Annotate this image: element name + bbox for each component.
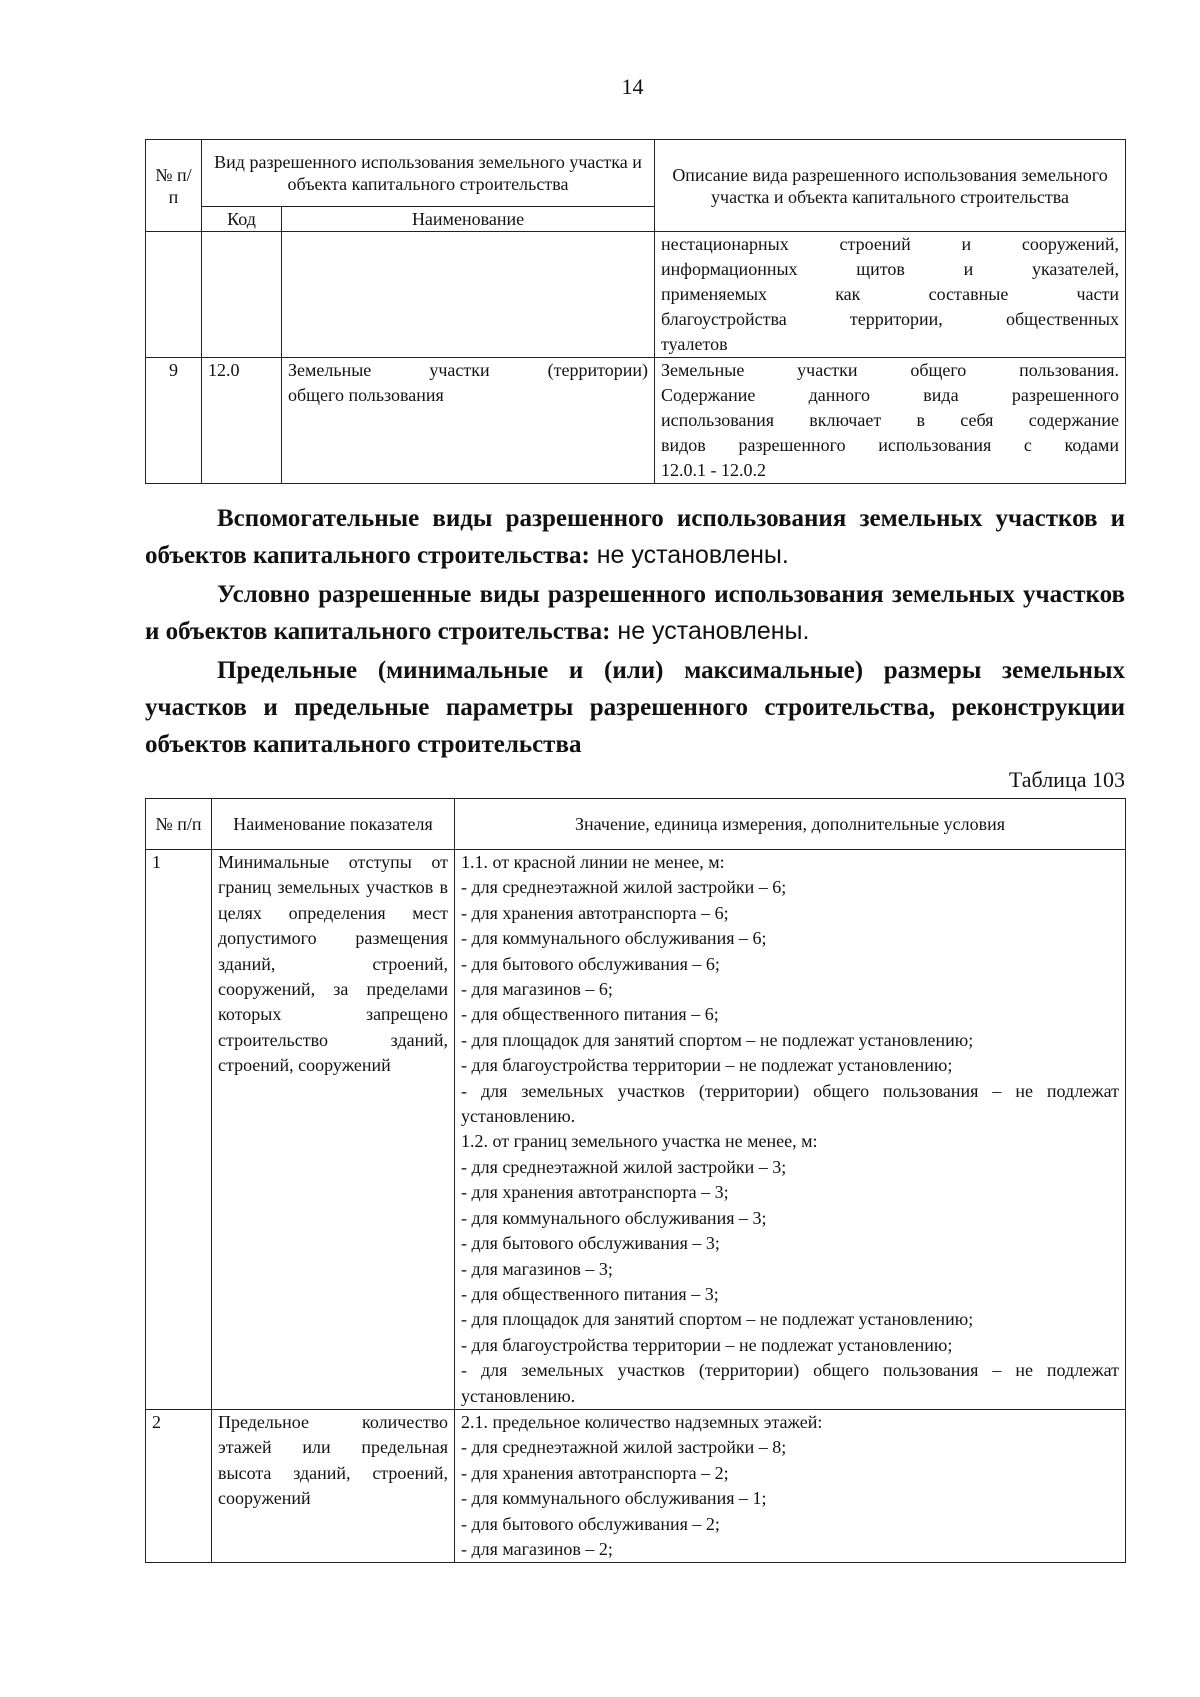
header-description: Описание вида разрешенного использования земельного участка и объекта капитального строительства [655, 140, 1126, 232]
row-value [455, 850, 1126, 1410]
value-line: 1.2. от границ земельного участка не менее, м: [461, 1131, 818, 1152]
value-line: - для бытового обслуживания – 3; [461, 1233, 720, 1254]
paragraph-auxiliary-uses [145, 500, 1125, 574]
land-use-types-table [145, 139, 1126, 484]
desc-line: видов разрешенного использования с кодами [661, 435, 1120, 455]
paragraph-conditional-uses [145, 576, 1125, 650]
header-indicator-name: Наименование показателя [212, 799, 455, 850]
value-line: - для площадок для занятий спортом – не подлежат установлению; [461, 1029, 974, 1050]
desc-line: информационных щитов и указателей, [661, 259, 1120, 279]
value-line: - для общественного питания – 6; [461, 1004, 719, 1025]
value-line: - для хранения автотранспорта – 3; [461, 1182, 729, 1203]
value-line: - для хранения автотранспорта – 6; [461, 902, 729, 923]
header-number: № п/п [146, 140, 202, 232]
value-line: - для среднеэтажной жилой застройки – 3; [461, 1156, 787, 1177]
value-line: - для магазинов – 3; [461, 1258, 613, 1279]
limit-parameters-table [145, 798, 1126, 1563]
row-name [282, 358, 655, 484]
value-line: - для хранения автотранспорта – 2; [461, 1462, 729, 1483]
value-line: - для общественного питания – 3; [461, 1283, 719, 1304]
table-row [146, 358, 1126, 484]
paragraph-heading: Вспомогательные виды разрешенного использования земельных участков и объектов капитального строительства: [145, 505, 1125, 569]
row-name [282, 232, 655, 358]
value-line: - для бытового обслуживания – 2; [461, 1513, 720, 1534]
value-line: - для магазинов – 2; [461, 1538, 613, 1559]
desc-line: применяемых как составные части [661, 284, 1120, 304]
paragraph-value: не установлены. [589, 541, 789, 569]
desc-line: Содержание данного вида разрешенного [661, 385, 1120, 405]
paragraph-value: не установлены. [610, 617, 810, 645]
section-text [145, 500, 1125, 763]
desc-line: благоустройства территории, общественных [661, 309, 1120, 329]
value-line: - для благоустройства территории – не подлежат установлению; [461, 1055, 953, 1076]
name-line: Земельные участки (территории) [288, 360, 649, 380]
row-description [655, 358, 1126, 484]
paragraph-heading: Предельные (минимальные и (или) максимальные) размеры земельных участков и предельные параметры разрешенного строительства, реконструкции объектов капитального строительства [145, 657, 1125, 758]
header-name: Наименование [282, 207, 655, 232]
desc-line: туалетов [661, 334, 728, 354]
value-line: 1.1. от красной линии не менее, м: [461, 852, 725, 872]
value-line: - для магазинов – 6; [461, 979, 613, 1000]
value-line: - для коммунального обслуживания – 6; [461, 928, 767, 949]
table-caption: Таблица 103 [1008, 767, 1125, 792]
value-line: - для коммунального обслуживания – 3; [461, 1207, 767, 1228]
row-number: 2 [146, 1409, 212, 1562]
header-code: Код [202, 207, 282, 232]
paragraph-limit-parameters [145, 652, 1125, 763]
desc-line: Земельные участки общего пользования. [661, 360, 1120, 380]
value-line: - для бытового обслуживания – 6; [461, 953, 720, 974]
table-row [146, 1409, 1126, 1562]
desc-line: 12.0.1 - 12.0.2 [661, 460, 767, 480]
value-line: - для коммунального обслуживания – 1; [461, 1488, 767, 1509]
header-value: Значение, единица измерения, дополнительные условия [455, 799, 1126, 850]
desc-line: использования включает в себя содержание [661, 410, 1120, 430]
row-indicator-name: Минимальные отступы от границ земельных участков в целях определения мест допустимого размещения зданий, строений, сооружений, за пределами которых запрещено строительство зданий, строений, сооружений [212, 850, 455, 1410]
header-number: № п/п [146, 799, 212, 850]
row-description [655, 232, 1126, 358]
value-line: - для земельных участков (территории) общего пользования – не подлежат установлению. [461, 1080, 1119, 1127]
value-line: - для среднеэтажной жилой застройки – 6; [461, 877, 787, 898]
value-line: 2.1. предельное количество надземных этажей: [461, 1411, 823, 1432]
value-line: - для благоустройства территории – не подлежат установлению; [461, 1334, 953, 1355]
table-row [146, 850, 1126, 1410]
name-line: общего пользования [288, 385, 444, 405]
row-number: 1 [146, 850, 212, 1410]
row-number [146, 232, 202, 358]
value-line: - для среднеэтажной жилой застройки – 8; [461, 1437, 787, 1458]
header-use-type: Вид разрешенного использования земельного участка и объекта капитального строительства [202, 140, 655, 207]
row-code [202, 232, 282, 358]
page-number: 14 [621, 74, 644, 99]
table-row [146, 232, 1126, 358]
paragraph-heading: Условно разрешенные виды разрешенного использования земельных участков и объектов капитального строительства: [145, 581, 1125, 645]
row-indicator-name: Предельное количество этажей или предельная высота зданий, строений, сооружений [212, 1409, 455, 1562]
row-number: 9 [146, 358, 202, 484]
desc-line: нестационарных строений и сооружений, [661, 234, 1120, 254]
value-line: - для земельных участков (территории) общего пользования – не подлежат установлению. [461, 1360, 1119, 1406]
row-value [455, 1409, 1126, 1562]
value-line: - для площадок для занятий спортом – не подлежат установлению; [461, 1309, 974, 1330]
row-code: 12.0 [202, 358, 282, 484]
